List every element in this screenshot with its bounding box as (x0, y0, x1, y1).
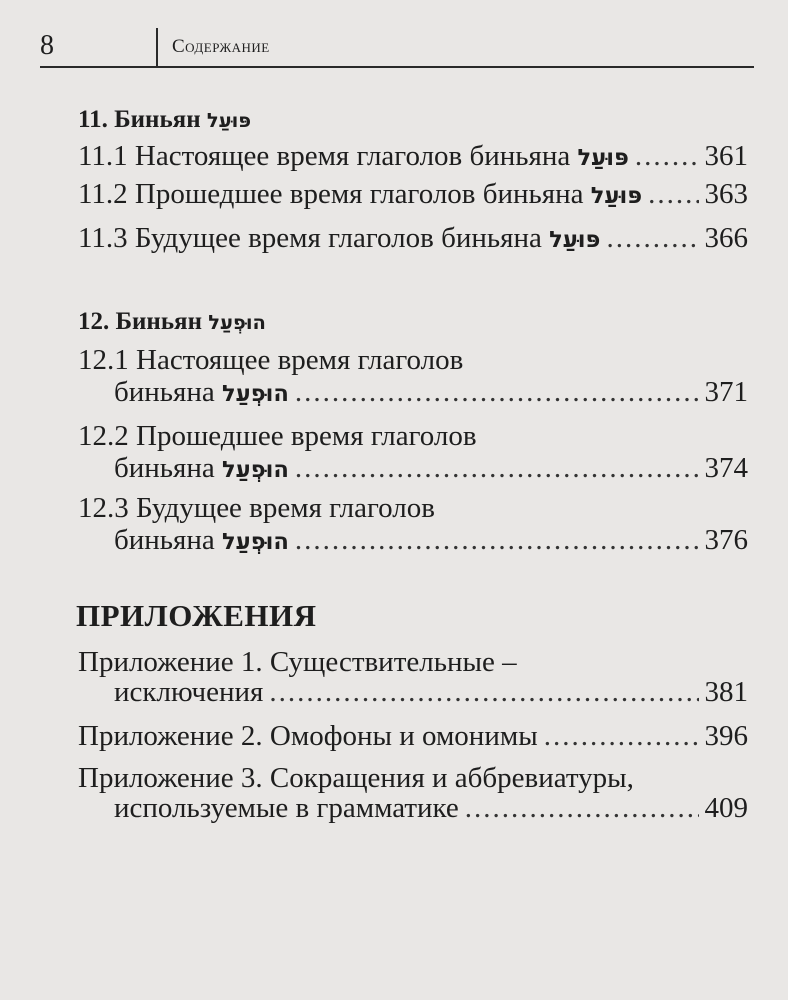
toc-entry-12-2-title[interactable]: 12.2 Прошедшее время глаголов (78, 420, 477, 452)
header-separator (156, 28, 158, 66)
toc-entry-title: используемые в грамматике (114, 792, 459, 824)
section-11-heading (78, 106, 251, 134)
dot-leader (295, 524, 699, 557)
toc-page-number: 409 (704, 792, 748, 824)
toc-page-number: 361 (704, 140, 748, 172)
header-title: Содержание (172, 36, 270, 57)
toc-page-number: 374 (704, 452, 748, 484)
dot-leader (465, 792, 699, 825)
section-12-heading-hebrew: הוּפְעַל (208, 311, 266, 334)
toc-page-number: 376 (704, 524, 748, 556)
toc-entry-12-2[interactable] (114, 452, 748, 496)
toc-entry-title: биньяна הוּפְעַל (114, 524, 289, 556)
toc-appendix-3[interactable] (114, 792, 748, 836)
header-rule (40, 66, 754, 68)
section-11-heading-text: 11. Биньян (78, 106, 201, 133)
toc-entry-title: исключения (114, 676, 264, 708)
toc-entry-12-1-title[interactable]: 12.1 Настоящее время глаголов (78, 344, 464, 376)
toc-appendix-3-title[interactable]: Приложение 3. Сокращения и аббревиатуры, (78, 762, 634, 794)
running-header (40, 28, 760, 68)
toc-page-number: 381 (704, 676, 748, 708)
toc-page-number: 366 (704, 222, 748, 254)
toc-entry-title: биньяна הוּפְעַל (114, 376, 289, 408)
dot-leader (269, 676, 698, 709)
toc-entry-12-3[interactable] (114, 524, 748, 568)
section-11-heading-hebrew: פּוּעַל (206, 109, 252, 132)
toc-entry-11-3[interactable] (78, 222, 748, 266)
toc-page-number: 363 (704, 178, 748, 210)
toc-entry-title: биньяна הוּפְעַל (114, 452, 289, 484)
toc-entry-12-1[interactable] (114, 376, 748, 420)
toc-appendix-1[interactable] (114, 676, 748, 720)
dot-leader (648, 178, 698, 211)
toc-entry-title: 11.2 Прошедшее время глаголов биньяна פּוּעַל (78, 178, 643, 210)
toc-entry-11-2[interactable] (78, 178, 748, 222)
toc-entry-12-3-title[interactable]: 12.3 Будущее время глаголов (78, 492, 435, 524)
dot-leader (544, 720, 699, 753)
toc-entry-title: 11.1 Настоящее время глаголов биньяна פּוּעַל (78, 140, 629, 172)
toc-appendix-2[interactable] (78, 720, 748, 764)
appendices-heading: ПРИЛОЖЕНИЯ (76, 598, 317, 633)
toc-entry-title: 11.3 Будущее время глаголов биньяна פּוּעַל (78, 222, 601, 254)
toc-page-number: 371 (704, 376, 748, 408)
section-12-heading-text: 12. Биньян (78, 308, 202, 335)
dot-leader (295, 452, 699, 485)
toc-page-number: 396 (704, 720, 748, 752)
dot-leader (606, 222, 698, 255)
page-number: 8 (40, 30, 54, 61)
toc-appendix-1-title[interactable]: Приложение 1. Существительные – (78, 646, 517, 678)
dot-leader (295, 376, 699, 409)
dot-leader (635, 140, 699, 173)
section-12-heading (78, 308, 266, 336)
toc-entry-title: Приложение 2. Омофоны и омонимы (78, 720, 538, 752)
